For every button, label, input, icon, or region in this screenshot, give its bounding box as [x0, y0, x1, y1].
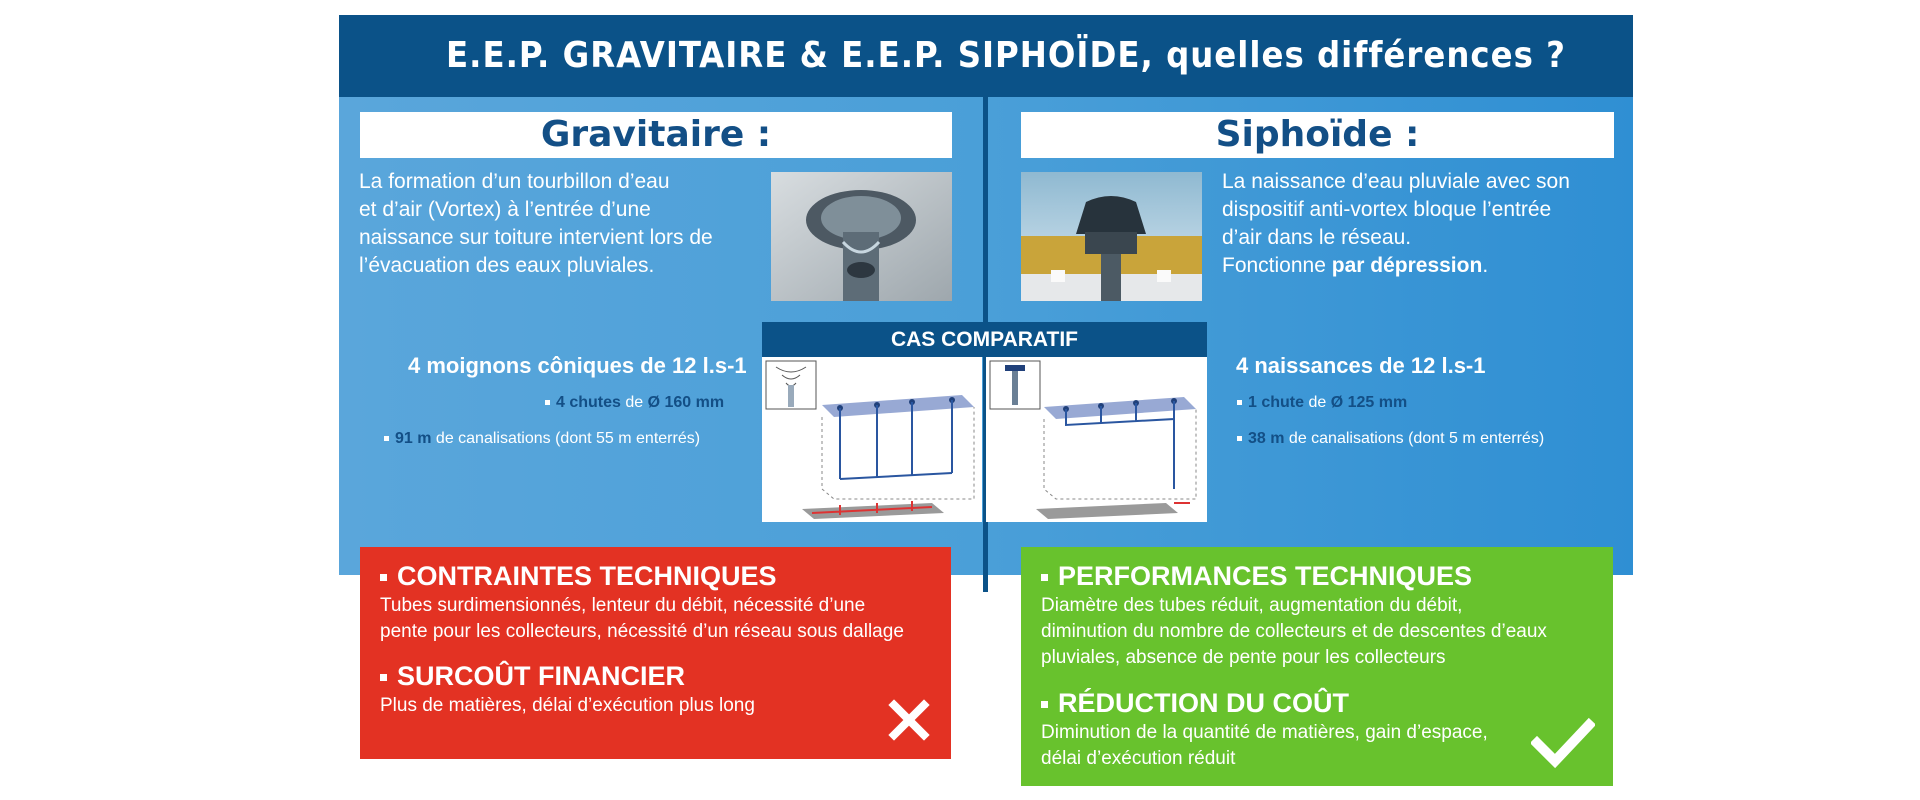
gravitaire-description-line: naissance sur toiture intervient lors de [359, 226, 713, 249]
comparison-label: CAS COMPARATIF [762, 322, 1207, 357]
reduction-text [1041, 720, 1488, 772]
siphoide-chutes-value: 1 chute [1248, 394, 1305, 411]
bullet-square [1041, 701, 1048, 708]
bullet-square [380, 574, 387, 581]
siphoide-description-bold: par dépression [1331, 254, 1483, 277]
bullet-square [1237, 400, 1242, 405]
siphoide-description-suffix: . [1482, 254, 1489, 277]
gravitaire-summary-title: 4 moignons côniques de 12 l.s-1 [408, 353, 747, 378]
constraints-box [360, 547, 951, 759]
gravitaire-description [359, 168, 759, 280]
gravitaire-canalisations-text: de canalisations (dont 55 m enterrés) [431, 430, 701, 447]
check-icon [1531, 717, 1595, 769]
siphoide-description-prefix: Fonctionne [1222, 254, 1332, 277]
gravitaire-description-line: La formation d’un tourbillon d’eau [359, 170, 670, 193]
gravitaire-bullet-chutes [545, 394, 724, 412]
gravitaire-canalisations-value: 91 m [395, 430, 432, 447]
performance-text-line: pluviales, absence de pente pour les collecteurs [1041, 647, 1446, 668]
reduction-title-text: RÉDUCTION DU COÛT [1058, 688, 1349, 718]
gravitaire-chutes-value: 4 chutes [556, 394, 621, 411]
bullet-square [384, 436, 389, 441]
bullet-square [1237, 436, 1242, 441]
siphoide-heading [1021, 112, 1614, 158]
siphoide-description [1222, 168, 1622, 280]
constraints-text [380, 593, 904, 645]
gravitaire-description-line: et d’air (Vortex) à l’entrée d’une [359, 198, 651, 221]
performance-box [1021, 547, 1613, 786]
siphoide-chutes-mid: de [1304, 394, 1331, 411]
siphoide-canalisations-value: 38 m [1248, 430, 1285, 447]
reduction-title [1041, 688, 1349, 719]
bullet-square [380, 674, 387, 681]
gravitaire-bullet-canalisations [384, 430, 700, 448]
performance-text-line: diminution du nombre de collecteurs et de descentes d’eaux [1041, 621, 1547, 642]
siphoide-description-line: La naissance d’eau pluviale avec son [1222, 170, 1570, 193]
gravitaire-drain-photo [771, 172, 952, 301]
reduction-text-line: délai d’exécution réduit [1041, 748, 1236, 769]
surcout-text [380, 693, 755, 719]
siphoide-bullet-canalisations [1237, 430, 1544, 448]
constraints-title-text: CONTRAINTES TECHNIQUES [397, 561, 777, 591]
bullet-square [1041, 574, 1048, 581]
gravitaire-heading [360, 112, 952, 158]
constraints-text-line: Tubes surdimensionnés, lenteur du débit, nécessité d’une [380, 595, 866, 616]
siphoide-drain-photo [1021, 172, 1202, 301]
constraints-title [380, 561, 777, 592]
gravitaire-chutes-mid: de [620, 394, 648, 411]
siphoide-description-line [1222, 252, 1622, 280]
siphoide-summary-title: 4 naissances de 12 l.s-1 [1236, 353, 1486, 378]
siphoide-network-diagram [986, 357, 1207, 522]
constraints-text-line: pente pour les collecteurs, nécessité d’un réseau sous dallage [380, 621, 904, 642]
surcout-title-text: SURCOÛT FINANCIER [397, 661, 685, 691]
siphoide-bullet-chutes [1237, 394, 1407, 412]
siphoide-description-line: d’air dans le réseau. [1222, 226, 1412, 249]
performance-text [1041, 593, 1547, 671]
surcout-title [380, 661, 685, 692]
performance-title-text: PERFORMANCES TECHNIQUES [1058, 561, 1473, 591]
surcout-text-line: Plus de matières, délai d’exécution plus long [380, 695, 755, 716]
cross-icon [888, 699, 930, 741]
gravitaire-description-line: l’évacuation des eaux pluviales. [359, 254, 655, 277]
siphoide-canalisations-text: de canalisations (dont 5 m enterrés) [1284, 430, 1545, 447]
bullet-square [545, 400, 550, 405]
page-title: E.E.P. GRAVITAIRE & E.E.P. SIPHOÏDE, quelles différences ? [446, 35, 1566, 76]
gravitaire-chutes-diameter: Ø 160 mm [647, 394, 725, 411]
siphoide-description-line: dispositif anti-vortex bloque l’entrée [1222, 198, 1552, 221]
reduction-text-line: Diminution de la quantité de matières, gain d’espace, [1041, 722, 1488, 743]
gravitaire-heading-text: Gravitaire : [540, 114, 772, 155]
performance-text-line: Diamètre des tubes réduit, augmentation du débit, [1041, 595, 1463, 616]
siphoide-chutes-diameter: Ø 125 mm [1330, 394, 1408, 411]
gravitaire-network-diagram [762, 357, 982, 522]
performance-title [1041, 561, 1472, 592]
siphoide-heading-text: Siphoïde : [1215, 114, 1420, 155]
